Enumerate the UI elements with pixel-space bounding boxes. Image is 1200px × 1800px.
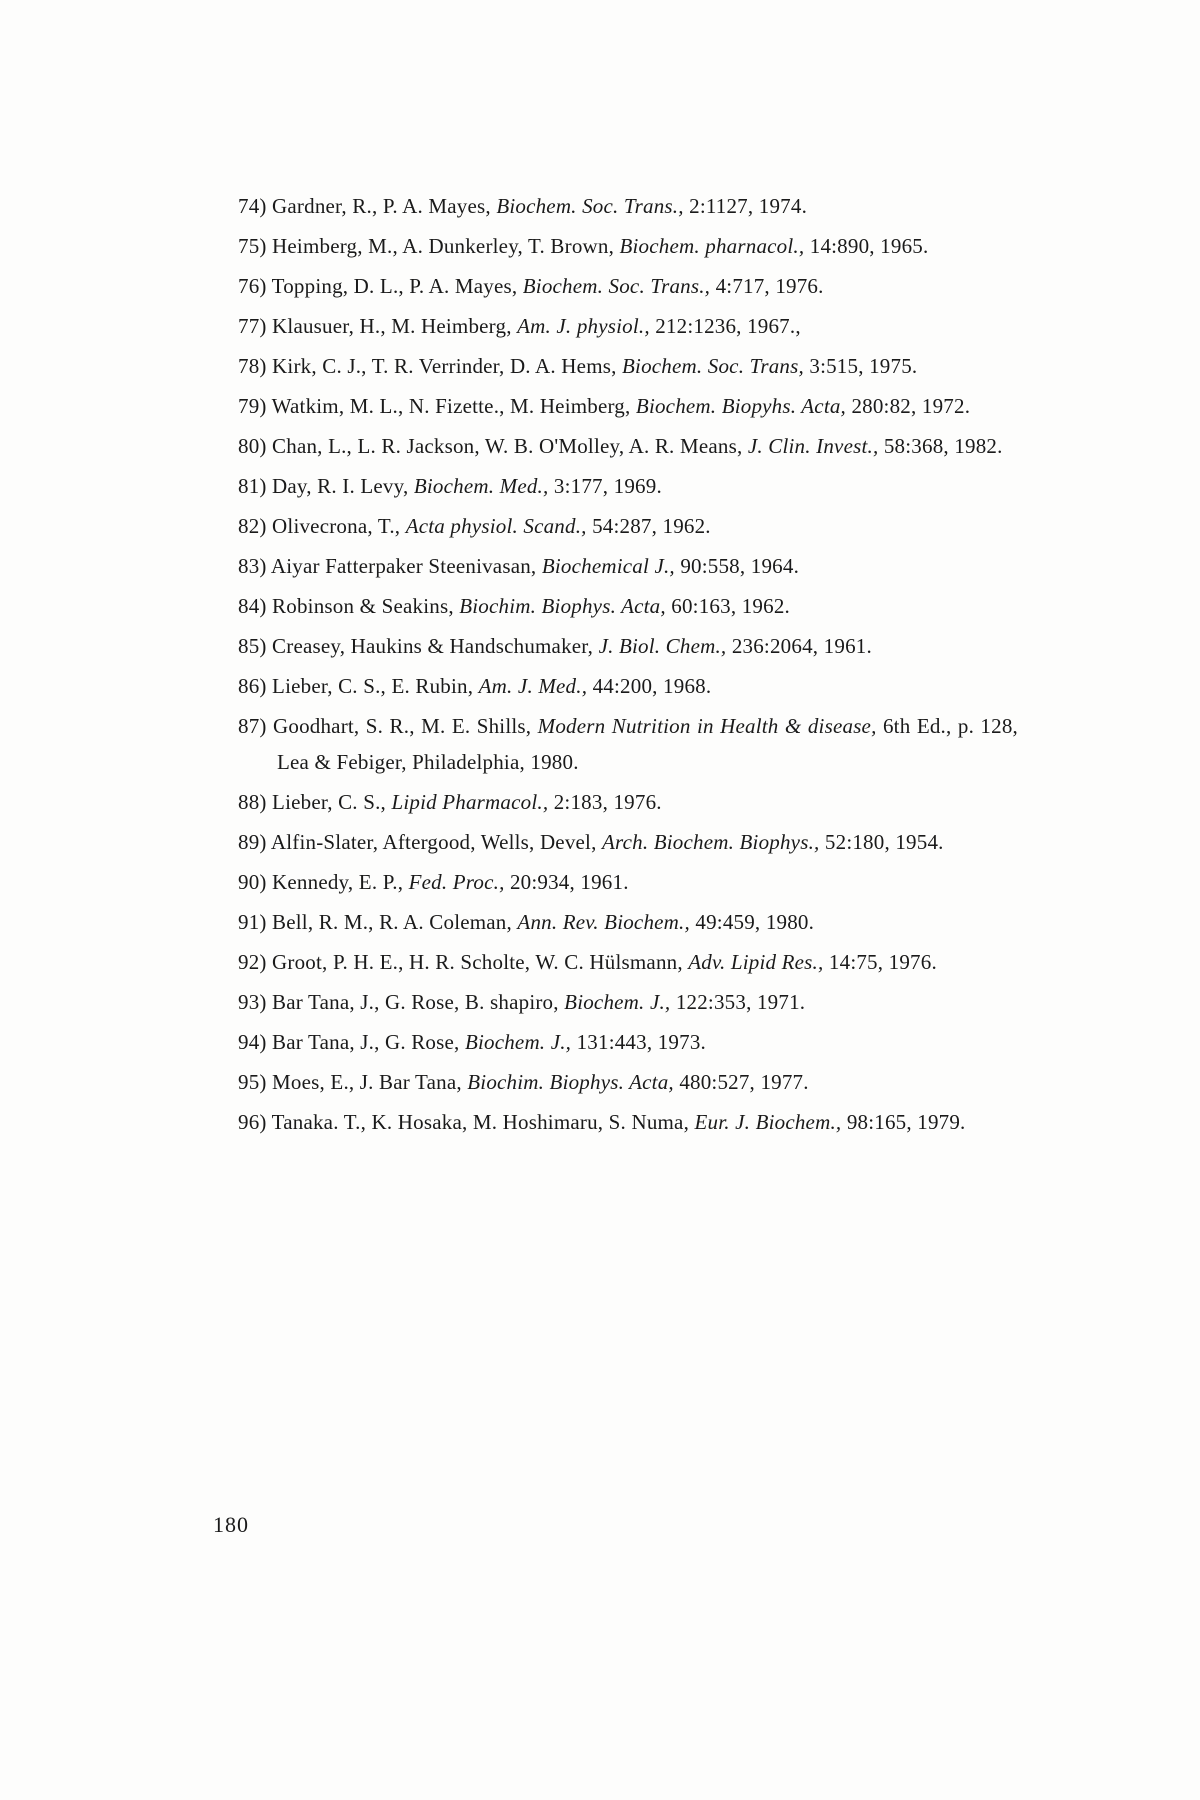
reference-journal: Biochem. Soc. Trans.,: [496, 194, 684, 218]
reference-volume-pages-year: 280:82, 1972.: [851, 394, 971, 418]
reference-number: 83): [238, 554, 267, 578]
reference-authors: Kirk, C. J., T. R. Verrinder, D. A. Hems,: [272, 354, 617, 378]
reference-item: [238, 904, 1018, 940]
reference-journal: Lipid Pharmacol.,: [391, 790, 549, 814]
reference-item: [238, 268, 1018, 304]
reference-item: [238, 668, 1018, 704]
reference-authors: Goodhart, S. R., M. E. Shills,: [273, 714, 532, 738]
reference-number: 84): [238, 594, 267, 618]
reference-volume-pages-year: 212:1236, 1967.,: [655, 314, 801, 338]
reference-volume-pages-year: 49:459, 1980.: [695, 910, 815, 934]
reference-authors: Alfin-Slater, Aftergood, Wells, Devel,: [270, 830, 597, 854]
reference-journal: J. Biol. Chem.,: [598, 634, 727, 658]
reference-volume-pages-year: 20:934, 1961.: [509, 870, 629, 894]
reference-journal: Arch. Biochem. Biophys.,: [602, 830, 820, 854]
reference-volume-pages-year: 6th Ed., p. 128, Lea & Febiger, Philadelphia, 1980.: [277, 714, 1018, 774]
reference-number: 85): [238, 634, 267, 658]
reference-journal: Ann. Rev. Biochem.,: [517, 910, 690, 934]
reference-item: [238, 784, 1018, 820]
reference-number: 80): [238, 434, 267, 458]
page-number: 180: [213, 1512, 249, 1537]
reference-authors: Heimberg, M., A. Dunkerley, T. Brown,: [272, 234, 615, 258]
reference-number: 88): [238, 790, 267, 814]
reference-authors: Robinson & Seakins,: [272, 594, 454, 618]
reference-volume-pages-year: 3:515, 1975.: [809, 354, 918, 378]
reference-journal: Biochem. pharnacol.,: [619, 234, 805, 258]
reference-volume-pages-year: 131:443, 1973.: [576, 1030, 706, 1054]
reference-journal: Am. J. Med.,: [478, 674, 588, 698]
reference-volume-pages-year: 58:368, 1982.: [883, 434, 1003, 458]
reference-volume-pages-year: 44:200, 1968.: [592, 674, 712, 698]
reference-journal: Eur. J. Biochem.,: [694, 1110, 842, 1134]
reference-number: 81): [238, 474, 267, 498]
reference-volume-pages-year: 90:558, 1964.: [680, 554, 800, 578]
reference-number: 75): [238, 234, 267, 258]
reference-journal: Biochemical J.,: [541, 554, 675, 578]
reference-volume-pages-year: 14:75, 1976.: [828, 950, 937, 974]
reference-authors: Chan, L., L. R. Jackson, W. B. O'Molley, A. R. Means,: [272, 434, 743, 458]
reference-journal: Fed. Proc.,: [408, 870, 505, 894]
reference-item: [238, 1024, 1018, 1060]
reference-number: 89): [238, 830, 267, 854]
reference-authors: Day, R. I. Levy,: [272, 474, 409, 498]
reference-journal: Biochim. Biophys. Acta,: [459, 594, 666, 618]
reference-journal: Am. J. physiol.,: [517, 314, 650, 338]
reference-authors: Bar Tana, J., G. Rose,: [272, 1030, 460, 1054]
reference-journal: Biochem. J.,: [464, 1030, 572, 1054]
reference-number: 91): [238, 910, 267, 934]
reference-number: 93): [238, 990, 267, 1014]
reference-item: [238, 1104, 1018, 1140]
reference-journal: J. Clin. Invest.,: [747, 434, 879, 458]
reference-volume-pages-year: 2:183, 1976.: [553, 790, 662, 814]
reference-number: 76): [238, 274, 267, 298]
reference-authors: Aiyar Fatterpaker Steenivasan,: [270, 554, 537, 578]
reference-volume-pages-year: 14:890, 1965.: [809, 234, 929, 258]
reference-journal: Biochim. Biophys. Acta,: [467, 1070, 674, 1094]
reference-number: 74): [238, 194, 267, 218]
reference-volume-pages-year: 60:163, 1962.: [671, 594, 790, 618]
reference-item: [238, 1064, 1018, 1100]
reference-item: [238, 588, 1018, 624]
reference-journal: Adv. Lipid Res.,: [688, 950, 824, 974]
reference-number: 87): [238, 714, 267, 738]
reference-number: 90): [238, 870, 267, 894]
reference-journal: Biochem. Soc. Trans.,: [522, 274, 711, 298]
reference-item: [238, 628, 1018, 664]
reference-number: 94): [238, 1030, 267, 1054]
reference-authors: Watkim, M. L., N. Fizette., M. Heimberg,: [271, 394, 631, 418]
reference-item: [238, 468, 1018, 504]
reference-authors: Klausuer, H., M. Heimberg,: [272, 314, 512, 338]
reference-number: 77): [238, 314, 267, 338]
reference-authors: Moes, E., J. Bar Tana,: [272, 1070, 462, 1094]
reference-volume-pages-year: 2:1127, 1974.: [689, 194, 808, 218]
reference-journal: Biochem. J.,: [564, 990, 671, 1014]
reference-item: [238, 984, 1018, 1020]
reference-journal: Acta physiol. Scand.,: [405, 514, 587, 538]
reference-volume-pages-year: 480:527, 1977.: [679, 1070, 809, 1094]
reference-number: 86): [238, 674, 267, 698]
reference-authors: Groot, P. H. E., H. R. Scholte, W. C. Hülsmann,: [272, 950, 683, 974]
reference-authors: Topping, D. L., P. A. Mayes,: [271, 274, 518, 298]
reference-item: [238, 228, 1018, 264]
reference-volume-pages-year: 52:180, 1954.: [824, 830, 944, 854]
reference-journal: Biochem. Med.,: [413, 474, 549, 498]
reference-authors: Tanaka. T., K. Hosaka, M. Hoshimaru, S. Numa,: [271, 1110, 690, 1134]
reference-volume-pages-year: 4:717, 1976.: [715, 274, 824, 298]
reference-number: 95): [238, 1070, 267, 1094]
reference-item: [238, 188, 1018, 224]
reference-authors: Lieber, C. S.,: [272, 790, 386, 814]
reference-volume-pages-year: 98:165, 1979.: [846, 1110, 966, 1134]
reference-authors: Creasey, Haukins & Handschumaker,: [272, 634, 594, 658]
reference-number: 82): [238, 514, 267, 538]
reference-item: [238, 944, 1018, 980]
reference-item: [238, 864, 1018, 900]
reference-volume-pages-year: 3:177, 1969.: [553, 474, 662, 498]
reference-number: 96): [238, 1110, 267, 1134]
reference-authors: Bar Tana, J., G. Rose, B. shapiro,: [272, 990, 559, 1014]
reference-item: [238, 508, 1018, 544]
reference-authors: Kennedy, E. P.,: [272, 870, 404, 894]
reference-item: [238, 348, 1018, 384]
reference-journal: Modern Nutrition in Health & disease,: [537, 714, 877, 738]
reference-volume-pages-year: 236:2064, 1961.: [731, 634, 872, 658]
reference-volume-pages-year: 122:353, 1971.: [675, 990, 806, 1014]
reference-authors: Olivecrona, T.,: [272, 514, 401, 538]
reference-number: 79): [238, 394, 267, 418]
reference-authors: Lieber, C. S., E. Rubin,: [272, 674, 474, 698]
reference-authors: Gardner, R., P. A. Mayes,: [272, 194, 491, 218]
reference-item: [238, 428, 1018, 464]
reference-volume-pages-year: 54:287, 1962.: [592, 514, 711, 538]
reference-number: 92): [238, 950, 267, 974]
reference-item: [238, 548, 1018, 584]
reference-item: [238, 824, 1018, 860]
reference-journal: Biochem. Biopyhs. Acta,: [635, 394, 846, 418]
reference-list: [238, 188, 1018, 1144]
reference-item: [238, 308, 1018, 344]
reference-item: [238, 388, 1018, 424]
reference-number: 78): [238, 354, 267, 378]
reference-journal: Biochem. Soc. Trans,: [622, 354, 804, 378]
reference-item: [238, 708, 1018, 780]
reference-authors: Bell, R. M., R. A. Coleman,: [272, 910, 512, 934]
